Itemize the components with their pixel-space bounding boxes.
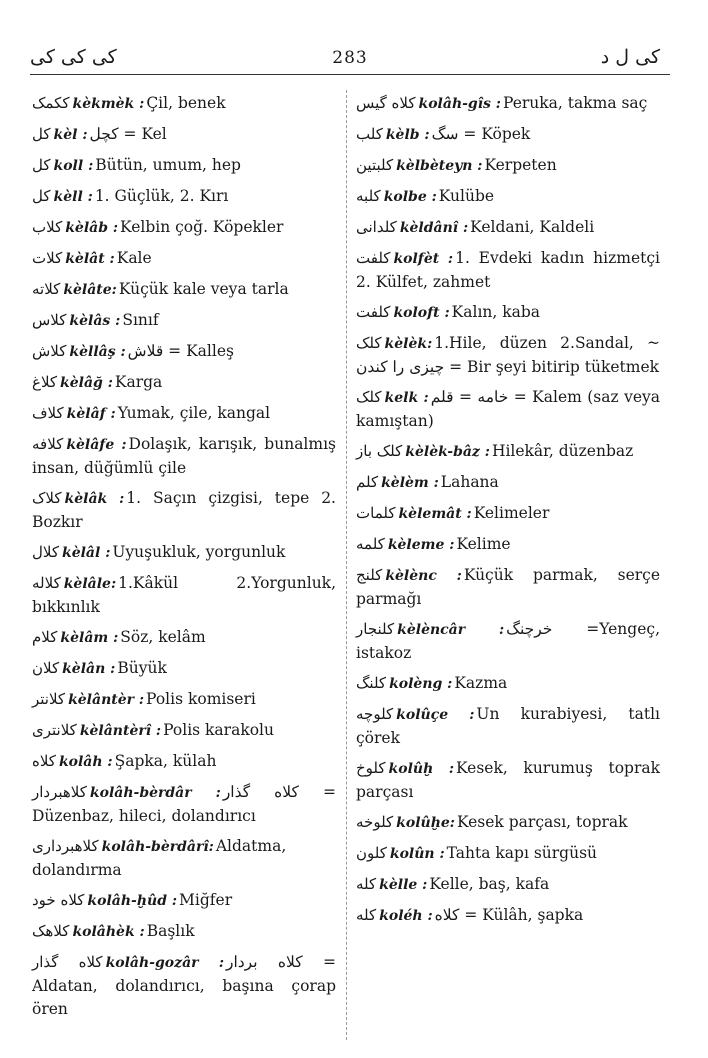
entry-arabic-script: کلاله — [32, 574, 61, 592]
dictionary-entry — [356, 842, 660, 866]
header-left-guide-letters: کی کی کی — [30, 46, 117, 68]
entry-headword: kolfèt : — [393, 251, 454, 267]
dictionary-entry — [32, 750, 336, 774]
dictionary-entry — [32, 889, 336, 913]
entry-headword: kolâh-gîs : — [418, 96, 501, 112]
entry-headword: kolâh-ḫûd : — [87, 893, 178, 909]
dictionary-entry — [32, 688, 336, 712]
entry-translation: سگ = Köpek — [431, 125, 531, 143]
dictionary-entry — [32, 657, 336, 681]
entry-headword: kèlâl : — [62, 545, 111, 561]
dictionary-entry — [32, 951, 336, 1021]
dictionary-entry — [356, 618, 660, 665]
entry-headword: kèllâş : — [69, 344, 126, 360]
dictionary-entry — [356, 757, 660, 804]
entry-translation: 1. Saçın çizgisi, tepe 2. Bozkır — [32, 489, 336, 531]
entry-translation: Şapka, külah — [114, 752, 217, 770]
entry-translation: Miğfer — [179, 891, 233, 909]
entry-arabic-script: کل — [32, 125, 51, 143]
entry-arabic-script: کلان — [32, 659, 60, 677]
dictionary-entry — [356, 703, 660, 750]
page-header — [0, 40, 708, 76]
entry-arabic-script: کلاس — [32, 311, 67, 329]
dictionary-entry — [356, 247, 660, 294]
entry-arabic-script: کلات — [32, 249, 63, 267]
dictionary-entry — [356, 301, 660, 325]
entry-translation: Başlık — [146, 922, 195, 940]
dictionary-entry — [356, 564, 660, 611]
entry-translation: Tahta kapı sürgüsü — [446, 844, 598, 862]
entry-arabic-script: کل — [32, 187, 51, 205]
entry-arabic-script: کلنجار — [356, 620, 395, 638]
entry-arabic-script: کلاف — [32, 404, 64, 422]
entry-translation: کلاه بردار = Aldatan, dolandırıcı, başına çorap ören — [32, 953, 336, 1018]
dictionary-entry — [32, 487, 336, 534]
dictionary-entry — [32, 185, 336, 209]
entry-arabic-script: کلاه — [32, 752, 56, 770]
dictionary-entry — [32, 309, 336, 333]
entry-translation: Kelle, baş, kafa — [429, 875, 550, 893]
entry-translation: Kale — [116, 249, 152, 267]
entry-translation: کچل = Kel — [89, 125, 167, 143]
entry-arabic-script: کلم — [356, 473, 379, 491]
entry-arabic-script: کلفت — [356, 303, 391, 321]
entry-translation: Bütün, umum, hep — [95, 156, 241, 174]
entry-arabic-script: کلبه — [356, 187, 381, 205]
entry-headword: kèlâb : — [65, 220, 119, 236]
dictionary-entry — [32, 247, 336, 271]
entry-arabic-script: کلنگ — [356, 674, 387, 692]
entry-translation: Uyuşukluk, yorgunluk — [112, 543, 286, 561]
entry-arabic-script: ککمک — [32, 94, 70, 112]
entry-arabic-script: کلافه — [32, 435, 64, 453]
dictionary-entry — [32, 835, 336, 882]
header-right-guide-letters: کی ل د — [600, 46, 660, 68]
entry-arabic-script: کلک — [356, 388, 382, 406]
dictionary-entry — [356, 811, 660, 835]
entry-arabic-script: کلب — [356, 125, 383, 143]
entry-translation: Yumak, çile, kangal — [117, 404, 271, 422]
entry-headword: kèlâf : — [66, 406, 116, 422]
entry-headword: kèl : — [53, 127, 88, 143]
entry-headword: kolâh-bèrdâr : — [89, 785, 221, 801]
dictionary-entry — [32, 340, 336, 364]
entry-arabic-script: کلاه گیس — [356, 94, 416, 112]
entry-headword: kèlâm : — [60, 630, 119, 646]
entry-translation: Kelimeler — [473, 504, 550, 522]
dictionary-entry — [356, 471, 660, 495]
entry-translation: Sınıf — [122, 311, 159, 329]
entry-arabic-script: کلنج — [356, 566, 383, 584]
entry-headword: kolâh-bèrdârî: — [101, 839, 214, 855]
header-rule — [30, 74, 670, 75]
entry-arabic-script: کله — [356, 875, 377, 893]
entry-translation: Peruka, takma saç — [502, 94, 648, 112]
dictionary-entry — [356, 154, 660, 178]
entry-headword: kolûḫ : — [388, 761, 455, 777]
entry-headword: kèlântèr : — [68, 692, 145, 708]
entry-arabic-script: کلفت — [356, 249, 391, 267]
entry-arabic-script: کلوچه — [356, 705, 394, 723]
entry-headword: koloft : — [393, 305, 450, 321]
entry-arabic-script: کلمه — [356, 535, 385, 553]
dictionary-entry — [32, 216, 336, 240]
entry-headword: kolâh : — [58, 754, 113, 770]
entry-headword: kèlâte: — [63, 282, 117, 298]
dictionary-entry — [32, 920, 336, 944]
entry-arabic-script: کلدانی — [356, 218, 397, 236]
entry-translation: Küçük parmak, serçe parmağı — [356, 566, 661, 608]
entry-arabic-script: کل — [32, 156, 51, 174]
entry-translation: کلاه گذار = Düzenbaz, hileci, dolandırıcı — [32, 783, 336, 825]
entry-translation: Polis komiseri — [146, 690, 256, 708]
entry-arabic-script: کلاه خود — [32, 891, 85, 909]
entry-translation: Polis karakolu — [163, 721, 274, 739]
dictionary-entry — [356, 904, 660, 928]
entry-arabic-script: کلاب — [32, 218, 63, 236]
dictionary-entry — [32, 572, 336, 619]
entry-headword: kolûḫe: — [396, 815, 455, 831]
entry-headword: kolûçe : — [396, 707, 475, 723]
entry-arabic-script: کلانتر — [32, 690, 66, 708]
entry-arabic-script: کلاته — [32, 280, 61, 298]
dictionary-entry — [32, 278, 336, 302]
entry-headword: koll : — [53, 158, 94, 174]
entry-headword: kèlân : — [62, 661, 116, 677]
entry-headword: kèlemât : — [398, 506, 472, 522]
dictionary-entry — [356, 216, 660, 240]
entry-translation: 1.Hile, düzen 2.Sandal, ~ چیزی را کندن = Bir şeyi bitirip tüketmek — [356, 334, 660, 376]
entry-headword: kèlb : — [385, 127, 430, 143]
entry-translation: خامه = قلم = Kalem (saz veya kamıştan) — [356, 388, 660, 430]
entry-arabic-script: کلوخه — [356, 813, 394, 831]
entry-arabic-script: کلاک — [32, 489, 62, 507]
entry-arabic-script: کلال — [32, 543, 59, 561]
entry-headword: kèlâfe : — [66, 437, 127, 453]
entry-arabic-script: کلون — [356, 844, 387, 862]
entry-arabic-script: کله — [356, 906, 377, 924]
page-number: 283 — [332, 48, 368, 68]
dictionary-entry — [356, 185, 660, 209]
left-column — [32, 92, 336, 1028]
entry-headword: kèlèk-bâz : — [405, 444, 490, 460]
entry-arabic-script: کلاهبرداری — [32, 837, 99, 855]
dictionary-entry — [32, 433, 336, 480]
entry-arabic-script: کلاش — [32, 342, 67, 360]
entry-headword: kèlèk: — [384, 336, 433, 352]
entry-arabic-script: کلاغ — [32, 373, 58, 391]
entry-arabic-script: کلانتری — [32, 721, 77, 739]
entry-arabic-script: کلک — [356, 334, 382, 352]
entry-translation: Dolaşık, karışık, bunalmış insan, düğümlü çile — [32, 435, 336, 477]
entry-arabic-script: کلاهبردار — [32, 783, 87, 801]
entry-translation: کلاه = Külâh, şapka — [434, 906, 584, 924]
entry-headword: kèkmèk : — [72, 96, 145, 112]
entry-translation: Kalın, kaba — [451, 303, 541, 321]
entry-headword: kolûn : — [389, 846, 445, 862]
entry-headword: kèlântèrî : — [79, 723, 162, 739]
entry-translation: Aldatma, dolandırma — [32, 837, 287, 879]
entry-arabic-script: کلبتین — [356, 156, 394, 174]
entry-headword: kèlle : — [379, 877, 428, 893]
entry-translation: Büyük — [117, 659, 167, 677]
entry-arabic-script: کلمات — [356, 504, 396, 522]
entry-headword: kelk : — [384, 390, 429, 406]
entry-translation: Söz, kelâm — [120, 628, 206, 646]
dictionary-entry — [32, 719, 336, 743]
entry-headword: kolbe : — [383, 189, 437, 205]
entry-translation: Küçük kale veya tarla — [118, 280, 289, 298]
dictionary-entry — [32, 154, 336, 178]
entry-headword: kèleme : — [387, 537, 455, 553]
entry-translation: Kelbin çoğ. Köpekler — [120, 218, 284, 236]
entry-translation: Çil, benek — [146, 94, 226, 112]
dictionary-entry — [356, 440, 660, 464]
entry-arabic-script: کلاه گذار — [32, 953, 103, 971]
dictionary-entry — [356, 332, 660, 379]
dictionary-entry — [356, 92, 660, 116]
entry-headword: kolâhèk : — [72, 924, 145, 940]
entry-translation: Kesek parçası, toprak — [456, 813, 628, 831]
entry-translation: Kerpeten — [484, 156, 557, 174]
entry-headword: kèlènc : — [385, 568, 462, 584]
entry-headword: kèlbèteyn : — [396, 158, 483, 174]
entry-headword: kolâh-gozâr : — [105, 955, 224, 971]
column-divider — [346, 90, 347, 1040]
entry-translation: Karga — [114, 373, 163, 391]
dictionary-entry — [356, 533, 660, 557]
entry-headword: kèlâğ : — [60, 375, 113, 391]
entry-translation: Lahana — [440, 473, 499, 491]
entry-headword: koléh : — [379, 908, 433, 924]
dictionary-entry — [32, 402, 336, 426]
entry-translation: Hilekâr, düzenbaz — [491, 442, 634, 460]
entry-translation: Kulübe — [438, 187, 495, 205]
entry-translation: 1.Kâkül 2.Yorgunluk, bıkkınlık — [32, 574, 336, 616]
entry-headword: kèldânî : — [399, 220, 469, 236]
entry-translation: قلاش = Kalleş — [127, 342, 234, 360]
entry-translation: Un kurabiyesi, tatlı çörek — [356, 705, 660, 747]
entry-headword: kèlât : — [65, 251, 115, 267]
entry-headword: kèlèm : — [381, 475, 439, 491]
entry-translation: 1. Evdeki kadın hizmetçi 2. Külfet, zahmet — [356, 249, 660, 291]
dictionary-entry — [32, 781, 336, 828]
entry-translation: Kelime — [456, 535, 511, 553]
dictionary-entry — [356, 502, 660, 526]
entry-headword: kolèng : — [389, 676, 453, 692]
dictionary-entry — [32, 541, 336, 565]
dictionary-entry — [32, 371, 336, 395]
entry-arabic-script: کلک باز — [356, 442, 403, 460]
dictionary-entry — [356, 672, 660, 696]
entry-arabic-script: کلاهک — [32, 922, 70, 940]
entry-translation: Kesek, kurumuş toprak parçası — [356, 759, 660, 801]
entry-headword: kèlâk : — [64, 491, 125, 507]
dictionary-entry — [32, 123, 336, 147]
entry-arabic-script: کلوخ — [356, 759, 386, 777]
entry-translation: خرچنگ =Yengeç, istakoz — [356, 620, 660, 662]
entry-translation: Kazma — [454, 674, 508, 692]
entry-headword: kèlâs : — [69, 313, 121, 329]
dictionary-entry — [356, 873, 660, 897]
entry-translation: 1. Güçlük, 2. Kırı — [94, 187, 229, 205]
dictionary-entry — [356, 123, 660, 147]
right-column — [356, 92, 660, 935]
entry-translation: Keldani, Kaldeli — [470, 218, 595, 236]
dictionary-entry — [32, 92, 336, 116]
entry-arabic-script: کلام — [32, 628, 58, 646]
entry-headword: kèlèncâr : — [397, 622, 505, 638]
dictionary-entry — [356, 386, 660, 433]
dictionary-entry — [32, 626, 336, 650]
entry-headword: kèll : — [53, 189, 93, 205]
entry-headword: kèlâle: — [63, 576, 117, 592]
